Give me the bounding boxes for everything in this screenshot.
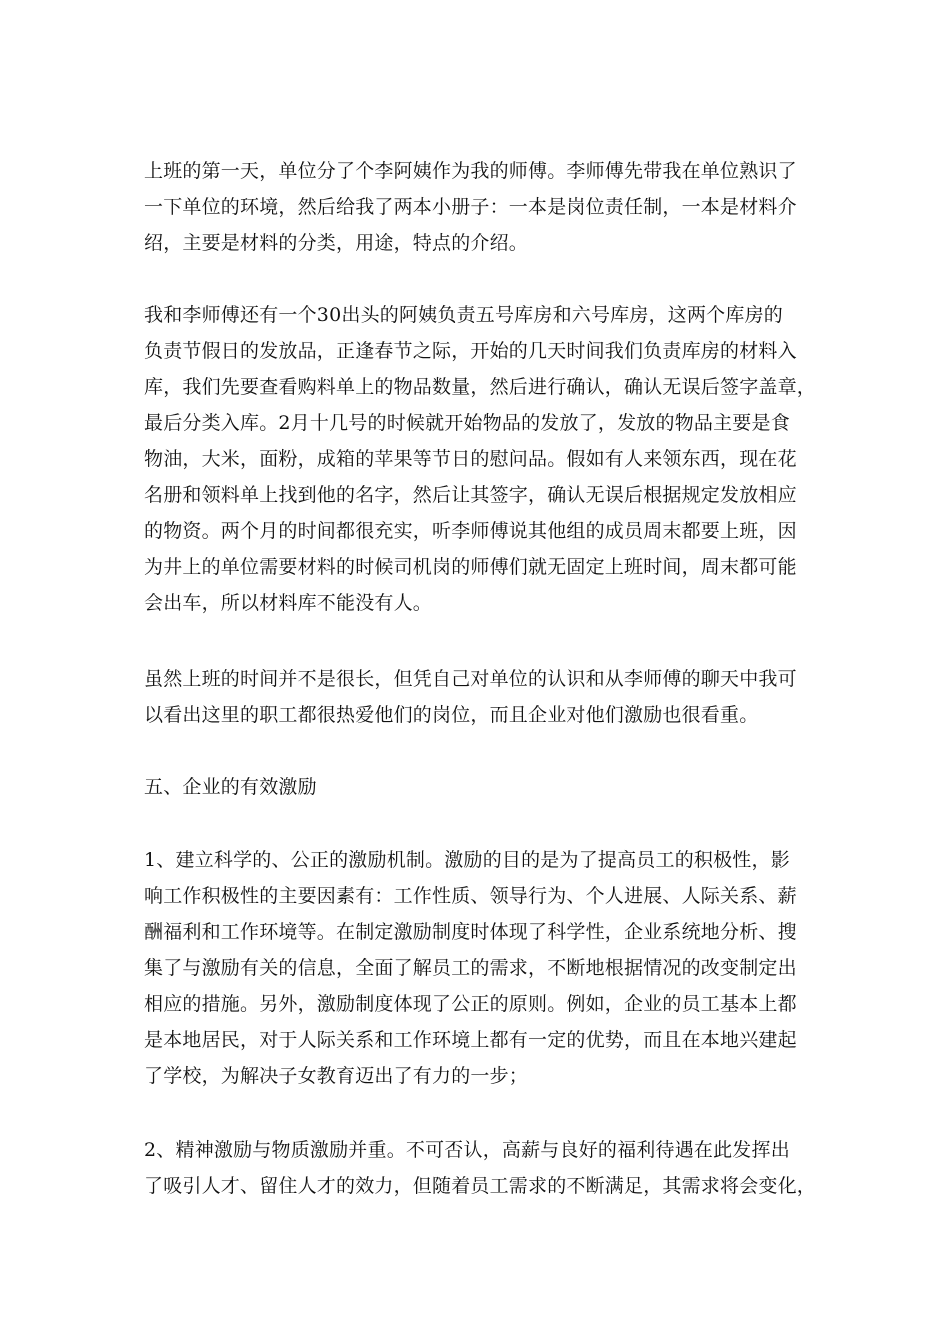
text-line: 绍，主要是材料的分类，用途，特点的介绍。 — [144, 232, 529, 254]
text-line: 为井上的单位需要材料的时候司机岗的师傅们就无固定上班时间，周末都可能 — [144, 556, 797, 578]
paragraph-warehouse-duties — [144, 297, 817, 621]
text-line: 物油，大米，面粉，成箱的苹果等节日的慰问品。假如有人来领东西，现在花 — [144, 448, 797, 470]
text-line: 的物资。两个月的时间都很充实，听李师傅说其他组的成员周末都要上班，因 — [144, 520, 797, 542]
paragraph-incentive-mechanism — [144, 842, 804, 1094]
paragraph-observation — [144, 661, 804, 733]
text-line: 1、建立科学的、公正的激励机制。激励的目的是为了提高员工的积极性，影 — [144, 849, 790, 871]
paragraph-first-day — [144, 153, 804, 261]
text-line: 2、精神激励与物质激励并重。不可否认，高薪与良好的福利待遇在此发挥出 — [144, 1139, 790, 1161]
text-line: 名册和领料单上找到他的名字，然后让其签字，确认无误后根据规定发放相应 — [144, 484, 797, 506]
text-line: 负责节假日的发放品，正逢春节之际，开始的几天时间我们负责库房的材料入 — [144, 340, 797, 362]
text-line: 一下单位的环境，然后给我了两本小册子：一本是岗位责任制，一本是材料介 — [144, 196, 797, 218]
text-line: 了吸引人才、留住人才的效力，但随着员工需求的不断满足，其需求将会变化， — [144, 1175, 817, 1197]
text-line: 相应的措施。另外，激励制度体现了公正的原则。例如，企业的员工基本上都 — [144, 993, 797, 1015]
text-line: 集了与激励有关的信息，全面了解员工的需求，不断地根据情况的改变制定出 — [144, 957, 797, 979]
text-line: 以看出这里的职工都很热爱他们的岗位，而且企业对他们激励也很看重。 — [144, 704, 759, 726]
text-line: 响工作积极性的主要因素有：工作性质、领导行为、个人进展、人际关系、薪 — [144, 885, 797, 907]
text-line: 是本地居民，对于人际关系和工作环境上都有一定的优势，而且在本地兴建起 — [144, 1029, 797, 1051]
section-title: 五、企业的有效激励 — [144, 776, 317, 798]
text-line: 上班的第一天，单位分了个李阿姨作为我的师傅。李师傅先带我在单位熟识了 — [144, 160, 797, 182]
section-heading — [144, 769, 804, 805]
text-line: 我和李师傅还有一个30出头的阿姨负责五号库房和六号库房，这两个库房的 — [144, 304, 783, 326]
text-line: 酬福利和工作环境等。在制定激励制度时体现了科学性，企业系统地分析、搜 — [144, 921, 797, 943]
text-line: 了学校，为解决子女教育迈出了有力的一步； — [144, 1065, 529, 1087]
text-line: 虽然上班的时间并不是很长，但凭自己对单位的认识和从李师傅的聊天中我可 — [144, 668, 797, 690]
paragraph-spiritual-material — [144, 1132, 817, 1204]
text-line: 最后分类入库。2月十几号的时候就开始物品的发放了，发放的物品主要是食 — [144, 412, 790, 434]
text-line: 会出车，所以材料库不能没有人。 — [144, 592, 433, 614]
text-line: 库，我们先要查看购料单上的物品数量，然后进行确认，确认无误后签字盖章， — [144, 376, 817, 398]
